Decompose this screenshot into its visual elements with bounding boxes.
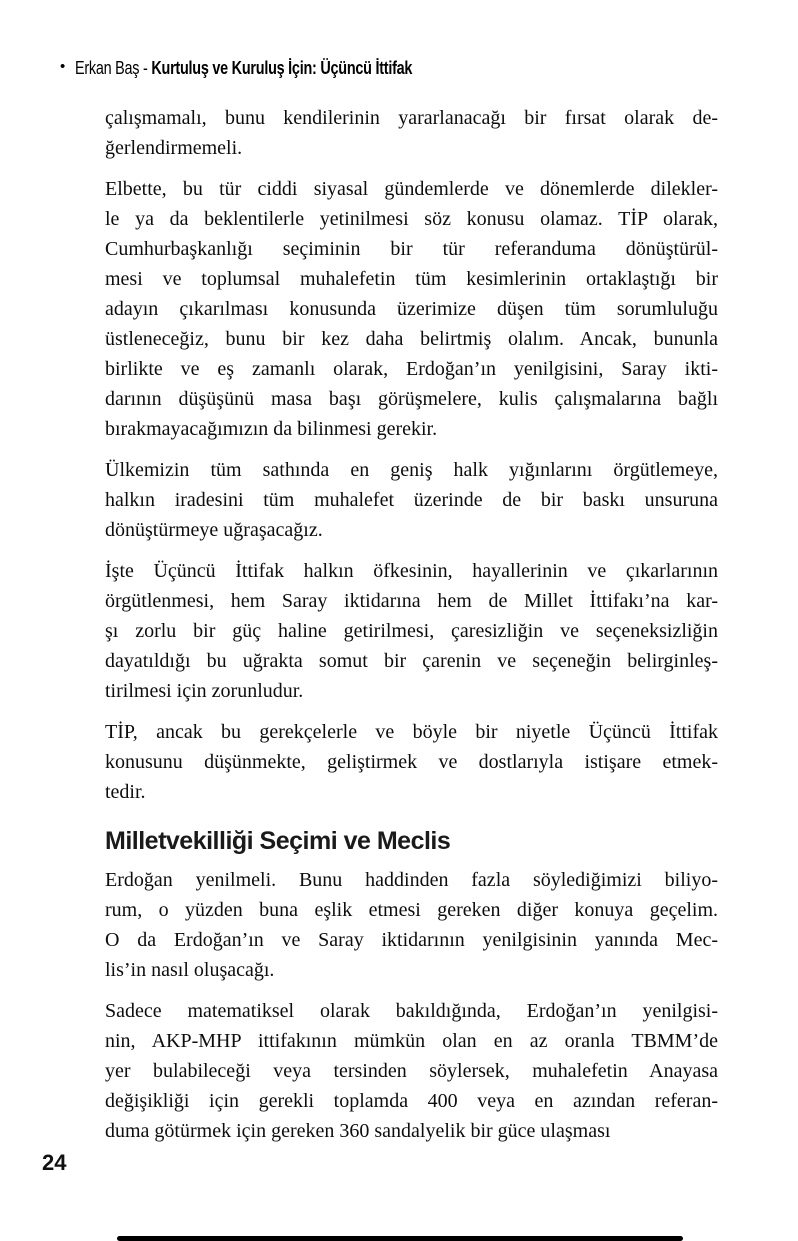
page-number: 24 [42,1150,67,1175]
text-line: adayın çıkarılması konusunda üzerimize düşen tüm sorumluluğu [105,298,718,320]
text-line: ğerlendirmemeli. [105,137,243,159]
text-line: Sadece matematiksel olarak bakıldığında, Erdoğan’ın yenilgisi- [105,1000,718,1022]
text-line: nin, AKP-MHP ittifakının mümkün olan en az oranla TBMM’de [105,1030,718,1052]
text-line: İşte Üçüncü İttifak halkın öfkesinin, hayallerinin ve çıkarlarının [105,560,718,582]
text-line: tirilmesi için zorunludur. [105,680,304,702]
paragraph [105,996,718,1146]
paragraph [105,103,718,163]
header-book-title: Kurtuluş ve Kuruluş İçin: Üçüncü İttifak [151,58,413,78]
page-content [105,103,718,1157]
text-line: le ya da beklentilerle yetinilmesi söz konusu olamaz. TİP olarak, [105,208,718,230]
text-line: mesi ve toplumsal muhalefetin tüm kesimlerinin ortaklaştığı bir [105,268,718,290]
text-line: TİP, ancak bu gerekçelerle ve böyle bir niyetle Üçüncü İttifak [105,721,718,743]
paragraph [105,455,718,545]
text-line: dayatıldığı bu uğrakta somut bir çarenin ve seçeneğin belirginleş- [105,650,718,672]
text-line: şı zorlu bir güç haline getirilmesi, çaresizliğin ve seçeneksizliğin [105,620,718,642]
text-line: duma götürmek için gereken 360 sandalyelik bir güce ulaşması [105,1120,611,1142]
paragraph [105,174,718,444]
text-line: üstleneceğiz, bunu bir kez daha belirtmiş olalım. Ancak, bununla [105,328,718,350]
text-line: değişikliği için gerekli toplamda 400 veya en azından referan- [105,1090,718,1112]
paragraph [105,717,718,807]
text-line: konusunu düşünmekte, geliştirmek ve dostlarıyla istişare etmek- [105,751,718,773]
paragraph [105,865,718,985]
text-line: birlikte ve eş zamanlı olarak, Erdoğan’ın yenilgisini, Saray ikti- [105,358,718,380]
text-line: yer bulabileceği veya tersinden söylersek, muhalefetin Anayasa [105,1060,718,1082]
text-line: tedir. [105,781,146,803]
text-line: darının düşüşünü masa başı görüşmelere, kulis çalışmalarına bağlı [105,388,718,410]
text-block-before-heading [105,103,718,807]
text-line: Erdoğan yenilmeli. Bunu haddinden fazla söylediğimizi biliyo- [105,869,718,891]
text-line: halkın iradesini tüm muhalefet üzerinde de bir baskı unsuruna [105,489,718,511]
text-line: çalışmamalı, bunu kendilerinin yararlanacağı bir fırsat olarak de- [105,107,718,129]
text-line: dönüştürmeye uğraşacağız. [105,519,323,541]
text-line: lis’in nasıl oluşacağı. [105,959,275,981]
text-line: O da Erdoğan’ın ve Saray iktidarının yenilgisinin yanında Mec- [105,929,718,951]
running-header [60,58,497,79]
text-line: Ülkemizin tüm sathında en geniş halk yığınlarını örgütlemeye, [105,459,718,481]
bullet-icon: • [60,58,66,75]
header-author: Erkan Baş - [75,58,152,78]
text-line: Cumhurbaşkanlığı seçiminin bir tür referanduma dönüştürül- [105,238,718,260]
text-block-after-heading [105,865,718,1146]
text-line: Elbette, bu tür ciddi siyasal gündemlerde ve dönemlerde dilekler- [105,178,718,200]
section-heading: Milletvekilliği Seçimi ve Meclis [105,827,451,855]
text-line: bırakmayacağımızın da bilinmesi gerekir. [105,418,438,440]
text-line: rum, o yüzden buna eşlik etmesi gereken diğer konuya geçelim. [105,899,718,921]
paragraph [105,556,718,706]
home-indicator-bar[interactable] [117,1236,683,1241]
text-line: örgütlenmesi, hem Saray iktidarına hem de Millet İttifakı’na kar- [105,590,718,612]
